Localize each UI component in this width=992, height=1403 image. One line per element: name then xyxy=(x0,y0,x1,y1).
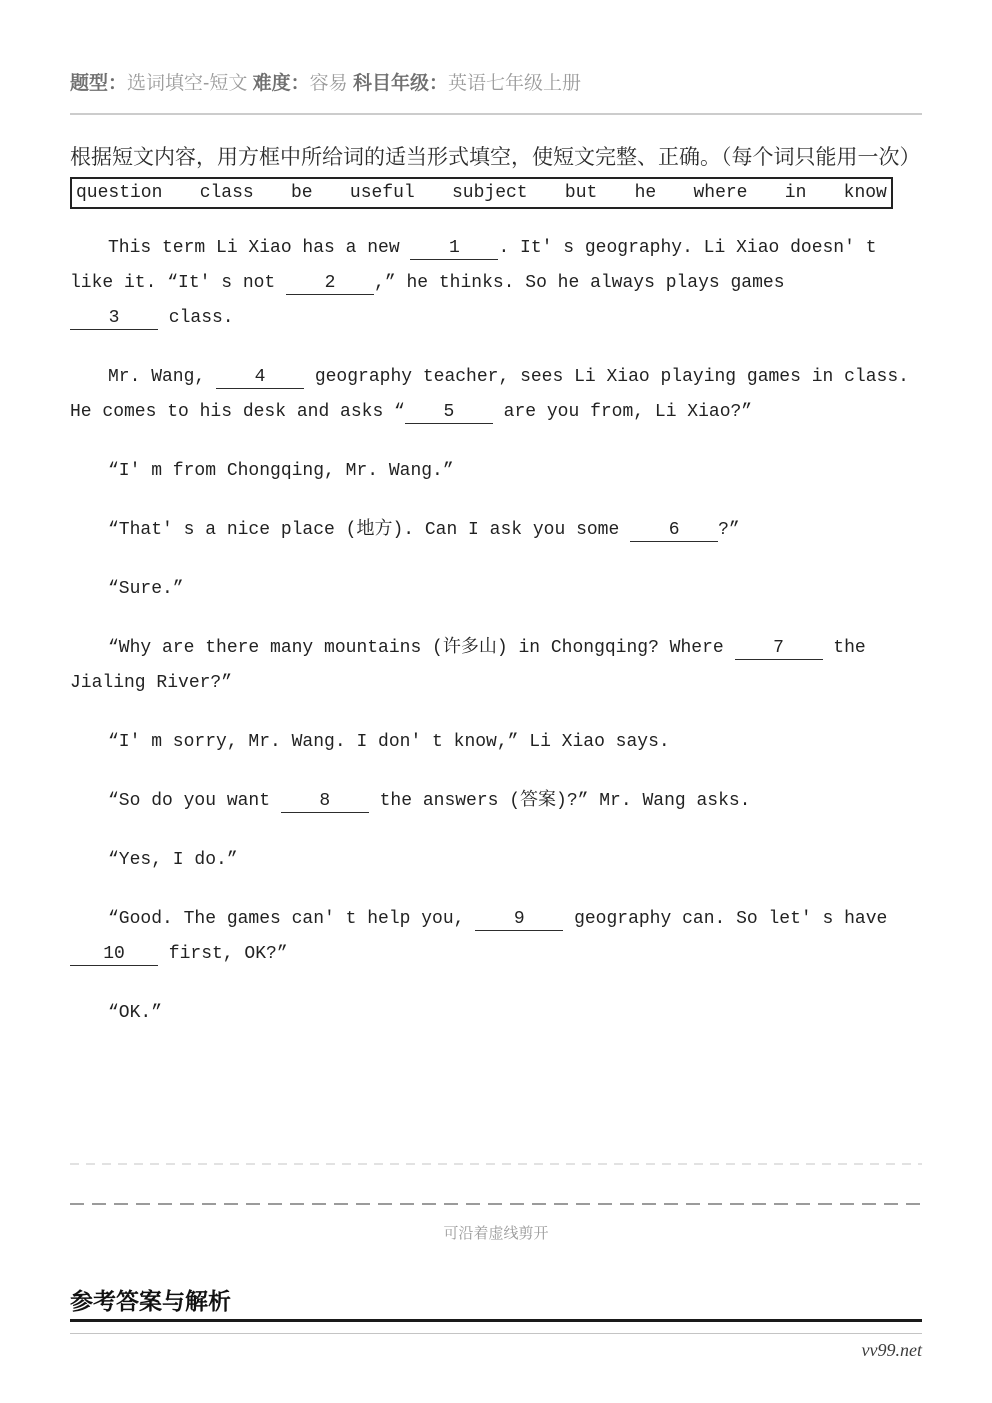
blank-4: 4 xyxy=(216,366,304,389)
blank-2: 2 xyxy=(286,272,374,295)
passage-line: 3 class. xyxy=(70,301,930,336)
blank-3: 3 xyxy=(70,307,158,330)
header-separator xyxy=(70,113,922,115)
blank-8: 8 xyxy=(281,790,369,813)
passage-line: 10 first, OK?” xyxy=(70,937,930,972)
meta-label-subject-grade: 科目年级： xyxy=(352,73,448,94)
word-box-item: class xyxy=(199,183,254,203)
cut-note-text: 可沿着虚线剪开 xyxy=(443,1226,549,1242)
passage-paragraph xyxy=(70,843,930,878)
word-box-item: but xyxy=(564,183,598,203)
passage-line: “I' m sorry, Mr. Wang. I don' t know,” Li Xiao says. xyxy=(108,732,670,752)
blank-10: 10 xyxy=(70,943,158,966)
site-watermark: vv99.net xyxy=(861,1340,922,1360)
blank-7: 7 xyxy=(735,637,823,660)
passage-line: “Good. The games can' t help you, 9 geography can. So let' s have xyxy=(108,909,888,929)
passage-line: “That' s a nice place (地方). Can I ask you some 6 ?” xyxy=(108,520,740,540)
passage-line: “So do you want 8 the answers (答案)?” Mr. Wang asks. xyxy=(108,791,751,811)
passage-line: “Yes, I do.” xyxy=(108,850,238,870)
passage-paragraph xyxy=(70,572,930,607)
passage-paragraph xyxy=(70,454,930,489)
passage-paragraph xyxy=(70,784,930,819)
passage-paragraph xyxy=(70,631,930,701)
instruction-text: 根据短文内容，用方框中所给词的适当形式填空，使短文完整、正确。（每个词只能用一次） xyxy=(70,145,921,169)
passage-line: “I' m from Chongqing, Mr. Wang.” xyxy=(108,461,454,481)
passage-paragraph xyxy=(70,996,930,1031)
meta-label-difficulty: 难度： xyxy=(252,73,310,94)
blank-5: 5 xyxy=(405,401,493,424)
passage-paragraph xyxy=(70,360,930,430)
meta-value-question-type: 选词填空-短文 xyxy=(127,73,248,94)
answers-rule-thin xyxy=(70,1333,922,1334)
word-box-item: useful xyxy=(349,183,415,203)
cut-dashed-line-bold xyxy=(70,1203,922,1205)
word-box-item: be xyxy=(291,183,313,203)
passage-paragraph xyxy=(70,902,930,972)
answers-rule-thick xyxy=(70,1319,922,1322)
passage-paragraph xyxy=(70,725,930,760)
word-box-item: subject xyxy=(451,183,528,203)
passage-line: He comes to his desk and asks “ 5 are you from, Li Xiao?” xyxy=(70,402,753,422)
meta-line xyxy=(70,72,922,96)
word-box xyxy=(70,177,893,209)
meta-value-subject-grade: 英语七年级上册 xyxy=(447,73,581,94)
answers-heading: 参考答案与解析 xyxy=(70,1288,231,1314)
word-box-item: in xyxy=(784,183,807,203)
word-box-item: where xyxy=(693,183,748,203)
word-box-item: question xyxy=(76,183,163,203)
blank-1: 1 xyxy=(410,237,498,260)
passage-line: Mr. Wang, 4 geography teacher, sees Li Xiao playing games in class. xyxy=(108,367,909,387)
passage-paragraph xyxy=(70,513,930,548)
passage-line: “Why are there many mountains (许多山) in Chongqing? Where 7 the xyxy=(108,638,866,658)
passage-line: like it. “It' s not 2 ,” he thinks. So he always plays games xyxy=(70,273,785,293)
passage xyxy=(70,231,930,1031)
blank-6: 6 xyxy=(630,519,718,542)
passage-line: This term Li Xiao has a new 1 . It' s geography. Li Xiao doesn' t xyxy=(108,238,877,258)
blank-9: 9 xyxy=(475,908,563,931)
passage-line: “Sure.” xyxy=(108,579,184,599)
word-box-item: know xyxy=(843,183,887,203)
meta-label-question-type: 题型： xyxy=(70,73,128,94)
passage-line: “OK.” xyxy=(108,1003,163,1023)
word-box-item: he xyxy=(634,183,657,203)
meta-value-difficulty: 容易 xyxy=(309,73,348,94)
passage-line: Jialing River?” xyxy=(70,673,233,693)
passage-paragraph xyxy=(70,231,930,336)
cut-dashed-line-thin xyxy=(70,1163,922,1165)
